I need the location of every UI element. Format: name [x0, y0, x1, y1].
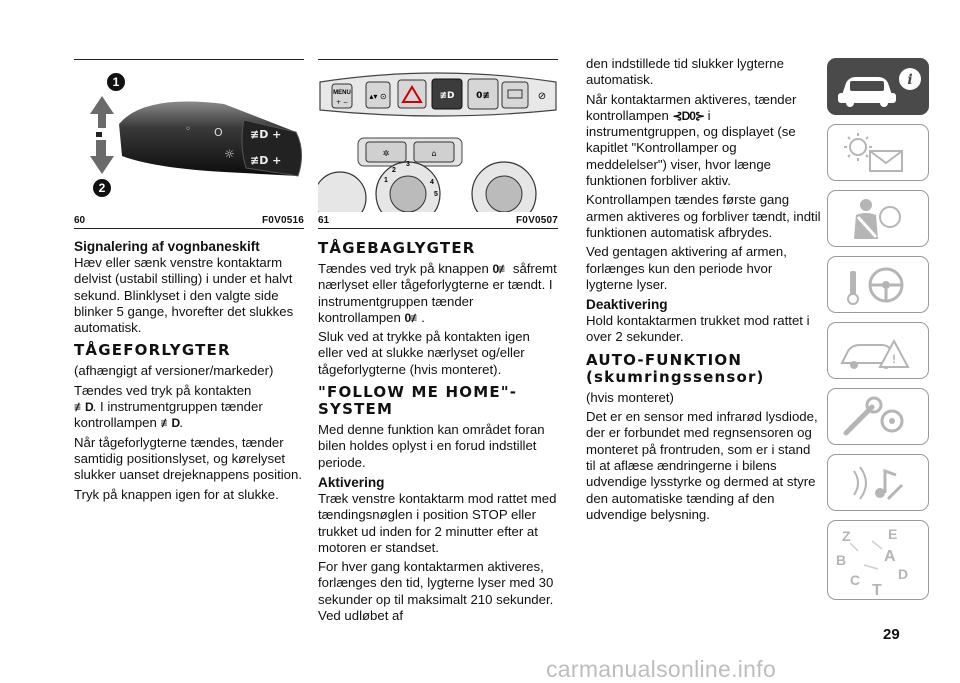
- arrow-down-icon: [90, 140, 114, 174]
- index-letter: D: [898, 566, 909, 582]
- figure-code: F0V0516: [262, 215, 304, 226]
- column-1-text: [74, 238, 304, 506]
- index-letter: B: [836, 552, 847, 568]
- arrow-up-icon: [90, 96, 114, 128]
- index-letter: T: [872, 582, 882, 599]
- maintenance-icon: [828, 389, 929, 445]
- dial-number: 5: [434, 191, 438, 198]
- dial-number: 2: [392, 167, 396, 174]
- rear-fog-lamp-icon: 0≢: [404, 310, 422, 325]
- svg-text:≢D +: ≢D +: [250, 128, 282, 141]
- front-fog-icon: ≢D: [74, 400, 93, 415]
- paragraph-lane-change: Hæv eller sænk venstre kontaktarm delvist (ustabil stilling) i under et halvt sekund. Blinklyset i den valgte side blinker 5 gange, hvorefter det slukkes automatisk.: [74, 255, 294, 336]
- figure-bottom-rule: [318, 228, 558, 229]
- tab-maintenance[interactable]: [827, 388, 929, 445]
- paragraph-repeat-activation: Ved gentagen aktivering af armen, forlænges kun den periode hvor lygterne lyser.: [586, 244, 787, 292]
- heading-front-fog: TÅGEFORLYGTER: [74, 341, 231, 360]
- light-stalk-illustration: [74, 64, 304, 210]
- text-segment: .: [179, 415, 183, 431]
- svg-text:⌂: ⌂: [431, 149, 437, 158]
- paragraph-rear-fog-on: [318, 261, 558, 326]
- steering-key-icon: [828, 257, 929, 313]
- paragraph-versions: (afhængigt af versioner/markeder): [74, 363, 274, 379]
- paragraph-activation-2: For hver gang kontaktarmen aktiveres, forlænges den tid, lygterne lyser med 30 sekunder op til maksimalt 210 sekunder. Ved udløbet af: [318, 559, 554, 624]
- figure-number: 61: [318, 215, 330, 226]
- figure-top-rule: [318, 59, 558, 60]
- svg-text:≢D +: ≢D +: [250, 154, 282, 167]
- text-segment: i instrumentgruppen, og displayet (se kapitlet "Kontrollamper og meddelelser") viser, hvor længe funktionen forbliver aktiv.: [586, 107, 796, 189]
- text-segment: . I instrumentgruppen tænder kontrollampen: [74, 399, 263, 431]
- rear-fog-icon: 0≢: [492, 262, 510, 276]
- warning-lights-icon: [828, 125, 929, 181]
- tab-breakdown[interactable]: [827, 322, 929, 379]
- paragraph-auto-versions: (hvis monteret): [586, 389, 674, 405]
- index-letter: Z: [842, 528, 851, 544]
- paragraph-press-off: Tryk på knappen igen for at slukke.: [74, 486, 279, 502]
- svg-text:0≢: 0≢: [476, 91, 490, 101]
- heading-rear-fog: TÅGEBAGLYGTER: [318, 239, 476, 257]
- dial-number: 3: [406, 161, 410, 168]
- paragraph-follow-me-home: Med denne funktion kan området foran bilen holdes oplyst i en forud indstillet periode.: [318, 422, 545, 470]
- paragraph-sidelights: Når tågeforlygterne tændes, tænder samtidig positionslyset, og kørelyset slukker uanset drejeknappens position.: [74, 434, 302, 483]
- heading-activation: Aktivering: [318, 474, 385, 490]
- page-number: 29: [883, 626, 900, 643]
- svg-text:☼: ☼: [224, 147, 235, 161]
- dial-number: 1: [384, 177, 388, 184]
- index-letter: A: [884, 548, 896, 565]
- text-segment: såfremt nærlyset eller tågeforlygterne er tændt. I instrumentgruppen tænder kontrollampen: [318, 261, 557, 325]
- dashboard-illustration: [318, 66, 558, 212]
- paragraph-first-activation: Kontrollampen tændes første gang armen aktiveres og forbliver tændt, indtil funktionen automatisk afbrydes.: [586, 192, 821, 240]
- tab-steering-key[interactable]: [827, 256, 929, 313]
- svg-text:i: i: [907, 72, 913, 88]
- figure-bottom-rule: [74, 228, 304, 229]
- text-segment: Tændes ved tryk på kontakten: [74, 382, 252, 398]
- heading-lane-change: Signalering af vognbaneskift: [74, 239, 260, 254]
- paragraph-deactivation: Hold kontaktarmen trukket mod rattet i over 2 sekunder.: [586, 313, 810, 345]
- column-3-text: [586, 56, 821, 526]
- tab-warning-lights[interactable]: [827, 124, 929, 181]
- tab-multimedia[interactable]: [827, 454, 929, 511]
- heading-deactivation: Deaktivering: [586, 297, 668, 313]
- callout-2: 2: [98, 181, 106, 195]
- paragraph-warning-lamp: [586, 92, 821, 190]
- multimedia-icon: [828, 455, 929, 511]
- paragraph-continued: den indstillede tid slukker lygterne automatisk.: [586, 56, 784, 88]
- airbag-seatbelt-icon: [828, 191, 929, 247]
- svg-text:✲: ✲: [382, 149, 390, 158]
- svg-text:!: !: [892, 352, 896, 366]
- heading-follow-me-home: "FOLLOW ME HOME"-SYSTEM: [318, 383, 518, 419]
- svg-text:▴▾ ⊙: ▴▾ ⊙: [369, 92, 387, 101]
- index-icon: [828, 521, 929, 600]
- paragraph-rear-fog-off: Sluk ved at trykke på kontakten igen eller ved at slukke nærlyset og/eller tågeforlygterne (hvis monteret).: [318, 329, 530, 377]
- paragraph-activation-1: Træk venstre kontaktarm mod rattet med tændingsnøglen i position STOP eller trukket ud inden for 2 minutter efter at motoren er standset.: [318, 490, 557, 555]
- index-letter: E: [888, 526, 898, 542]
- text-segment: Tændes ved tryk på knappen: [318, 261, 489, 276]
- tab-index[interactable]: [827, 520, 929, 600]
- text-segment: Når kontaktarmen aktiveres, tænder kontrollampen: [586, 91, 797, 123]
- svg-text:◦: ◦: [185, 124, 191, 135]
- text-segment: .: [421, 309, 425, 325]
- figure-top-rule: [74, 59, 304, 60]
- figure-60-stalk: [74, 64, 304, 210]
- breakdown-icon: [828, 323, 929, 379]
- tab-car-info[interactable]: [827, 58, 929, 115]
- tab-airbag-seatbelt[interactable]: [827, 190, 929, 247]
- front-fog-lamp-icon: ≢D: [160, 416, 180, 431]
- figure-number: 60: [74, 215, 86, 226]
- svg-text:≢D: ≢D: [439, 91, 455, 101]
- paragraph-front-fog-on: [74, 383, 304, 432]
- car-info-icon: [828, 59, 929, 115]
- heading-auto-function: AUTO-FUNKTION (skumringssensor): [586, 350, 765, 386]
- menu-label: MENU: [333, 90, 351, 96]
- figure-code: F0V0507: [516, 215, 558, 226]
- svg-text:+ −: + −: [336, 99, 348, 106]
- dial-number: 4: [430, 179, 434, 186]
- callout-1: 1: [112, 75, 120, 89]
- follow-me-home-lamp-icon: ⊰D0⊱: [672, 108, 704, 123]
- svg-text:⊘: ⊘: [537, 91, 547, 102]
- watermark: carmanualsonline.info: [546, 656, 777, 682]
- svg-text:O: O: [214, 126, 223, 139]
- column-2-text: [318, 240, 558, 627]
- paragraph-auto-sensor: Det er en sensor med infrarød lysdiode, der er forbundet med regnsensoren og monteret på frontruden, som er i stand til at aflæse ændringerne i bilens udvendige lysstyrke og dermed at styre den automatiske tænding af den udvendige belysning.: [586, 409, 818, 522]
- index-letter: C: [850, 572, 861, 588]
- figure-61-dashboard: [318, 66, 558, 212]
